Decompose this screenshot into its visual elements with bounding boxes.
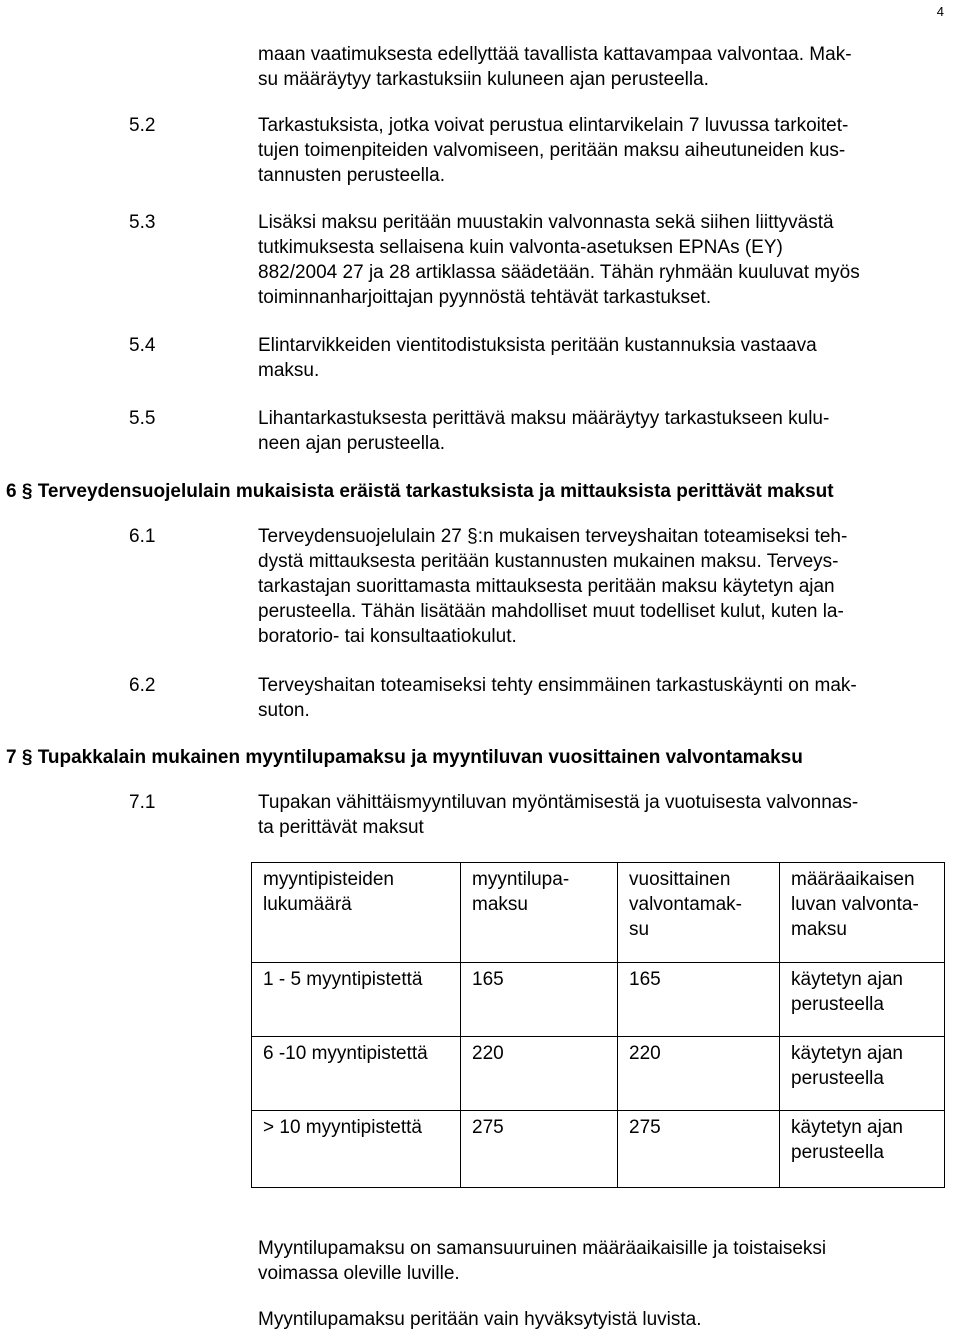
table-cell: 275 bbox=[461, 1111, 618, 1188]
item-text bbox=[258, 406, 948, 456]
text-line: tannusten perusteella. bbox=[258, 165, 445, 186]
item-text bbox=[258, 790, 948, 840]
text-line: tujen toimenpiteiden valvomiseen, peritään maksu aiheutuneiden kus- bbox=[258, 140, 846, 161]
intro-paragraph bbox=[258, 42, 948, 92]
text-line: tutkimuksesta sellaisena kuin valvonta-asetuksen EPNAs (EY) bbox=[258, 237, 783, 258]
text-line: maan vaatimuksesta edellyttää tavallista kattavampaa valvontaa. Mak- bbox=[258, 44, 852, 65]
text-line: Myyntilupamaksu on samansuuruinen määräaikaisille ja toistaiseksi bbox=[258, 1238, 827, 1259]
table-cell: 165 bbox=[461, 963, 618, 1037]
section-heading-7: 7 § Tupakkalain mukainen myyntilupamaksu ja myyntiluvan vuosittainen valvontamaksu bbox=[6, 747, 803, 768]
fee-table bbox=[251, 862, 945, 1188]
text-line: toiminnanharjoittajan pyynnöstä tehtävät tarkastukset. bbox=[258, 287, 712, 308]
table-cell: 220 bbox=[618, 1037, 780, 1111]
item-number: 5.2 bbox=[129, 115, 156, 136]
item-text bbox=[258, 210, 948, 310]
text-line: perusteella. Tähän lisätään mahdolliset muut todelliset kulut, kuten la- bbox=[258, 601, 844, 622]
table-row bbox=[252, 963, 945, 1037]
header-cell: myyntipisteiden lukumäärä bbox=[252, 863, 461, 963]
note-paragraph bbox=[258, 1307, 948, 1332]
text-line: Elintarvikkeiden vientitodistuksista peritään kustannuksia vastaava bbox=[258, 335, 817, 356]
header-cell: määräaikaisen luvan valvonta- maksu bbox=[780, 863, 945, 963]
item-number: 7.1 bbox=[129, 792, 156, 813]
table-cell: 1 - 5 myyntipistettä bbox=[252, 963, 461, 1037]
table-header-row bbox=[252, 863, 945, 963]
text-line: neen ajan perusteella. bbox=[258, 433, 445, 454]
text-line: tarkastajan suorittamasta mittauksesta peritään maksu käytetyn ajan bbox=[258, 576, 835, 597]
table-cell: 6 -10 myyntipistettä bbox=[252, 1037, 461, 1111]
item-text bbox=[258, 333, 948, 383]
item-number: 5.4 bbox=[129, 335, 156, 356]
section-heading-6: 6 § Terveydensuojelulain mukaisista eräistä tarkastuksista ja mittauksista perittävät maksut bbox=[6, 481, 834, 502]
text-line: Lihantarkastuksesta perittävä maksu määräytyy tarkastukseen kulu- bbox=[258, 408, 830, 429]
item-text bbox=[258, 113, 948, 188]
header-cell: myyntilupa- maksu bbox=[461, 863, 618, 963]
text-line: 882/2004 27 ja 28 artiklassa säädetään. Tähän ryhmään kuuluvat myös bbox=[258, 262, 860, 283]
note-paragraph bbox=[258, 1236, 948, 1286]
text-line: ta perittävät maksut bbox=[258, 817, 424, 838]
table-cell: käytetyn ajan perusteella bbox=[780, 1037, 945, 1111]
text-line: voimassa oleville luville. bbox=[258, 1263, 460, 1284]
table-cell: > 10 myyntipistettä bbox=[252, 1111, 461, 1188]
text-line: Terveydensuojelulain 27 §:n mukaisen terveyshaitan toteamiseksi teh- bbox=[258, 526, 848, 547]
text-line: maksu. bbox=[258, 360, 320, 381]
text-line: su määräytyy tarkastuksiin kuluneen ajan perusteella. bbox=[258, 69, 709, 90]
table-row bbox=[252, 1037, 945, 1111]
table-cell: käytetyn ajan perusteella bbox=[780, 963, 945, 1037]
item-number: 5.3 bbox=[129, 212, 156, 233]
text-line: Tarkastuksista, jotka voivat perustua elintarvikelain 7 luvussa tarkoitet- bbox=[258, 115, 849, 136]
text-line: Lisäksi maksu peritään muustakin valvonnasta sekä siihen liittyvästä bbox=[258, 212, 834, 233]
item-number: 6.2 bbox=[129, 675, 156, 696]
text-line: dystä mittauksesta peritään kustannusten mukainen maksu. Terveys- bbox=[258, 551, 839, 572]
item-number: 5.5 bbox=[129, 408, 156, 429]
text-line: Tupakan vähittäismyyntiluvan myöntämisestä ja vuotuisesta valvonnas- bbox=[258, 792, 859, 813]
text-line: Terveyshaitan toteamiseksi tehty ensimmäinen tarkastuskäynti on mak- bbox=[258, 675, 857, 696]
item-text bbox=[258, 673, 948, 723]
table-cell: 275 bbox=[618, 1111, 780, 1188]
table-cell: 220 bbox=[461, 1037, 618, 1111]
item-text bbox=[258, 524, 948, 649]
table-cell: käytetyn ajan perusteella bbox=[780, 1111, 945, 1188]
text-line: Myyntilupamaksu peritään vain hyväksytyistä luvista. bbox=[258, 1309, 702, 1330]
page-number: 4 bbox=[936, 4, 944, 19]
header-cell: vuosittainen valvontamak- su bbox=[618, 863, 780, 963]
table-cell: 165 bbox=[618, 963, 780, 1037]
text-line: boratorio- tai konsultaatiokulut. bbox=[258, 626, 517, 647]
text-line: suton. bbox=[258, 700, 310, 721]
item-number: 6.1 bbox=[129, 526, 156, 547]
table-row bbox=[252, 1111, 945, 1188]
